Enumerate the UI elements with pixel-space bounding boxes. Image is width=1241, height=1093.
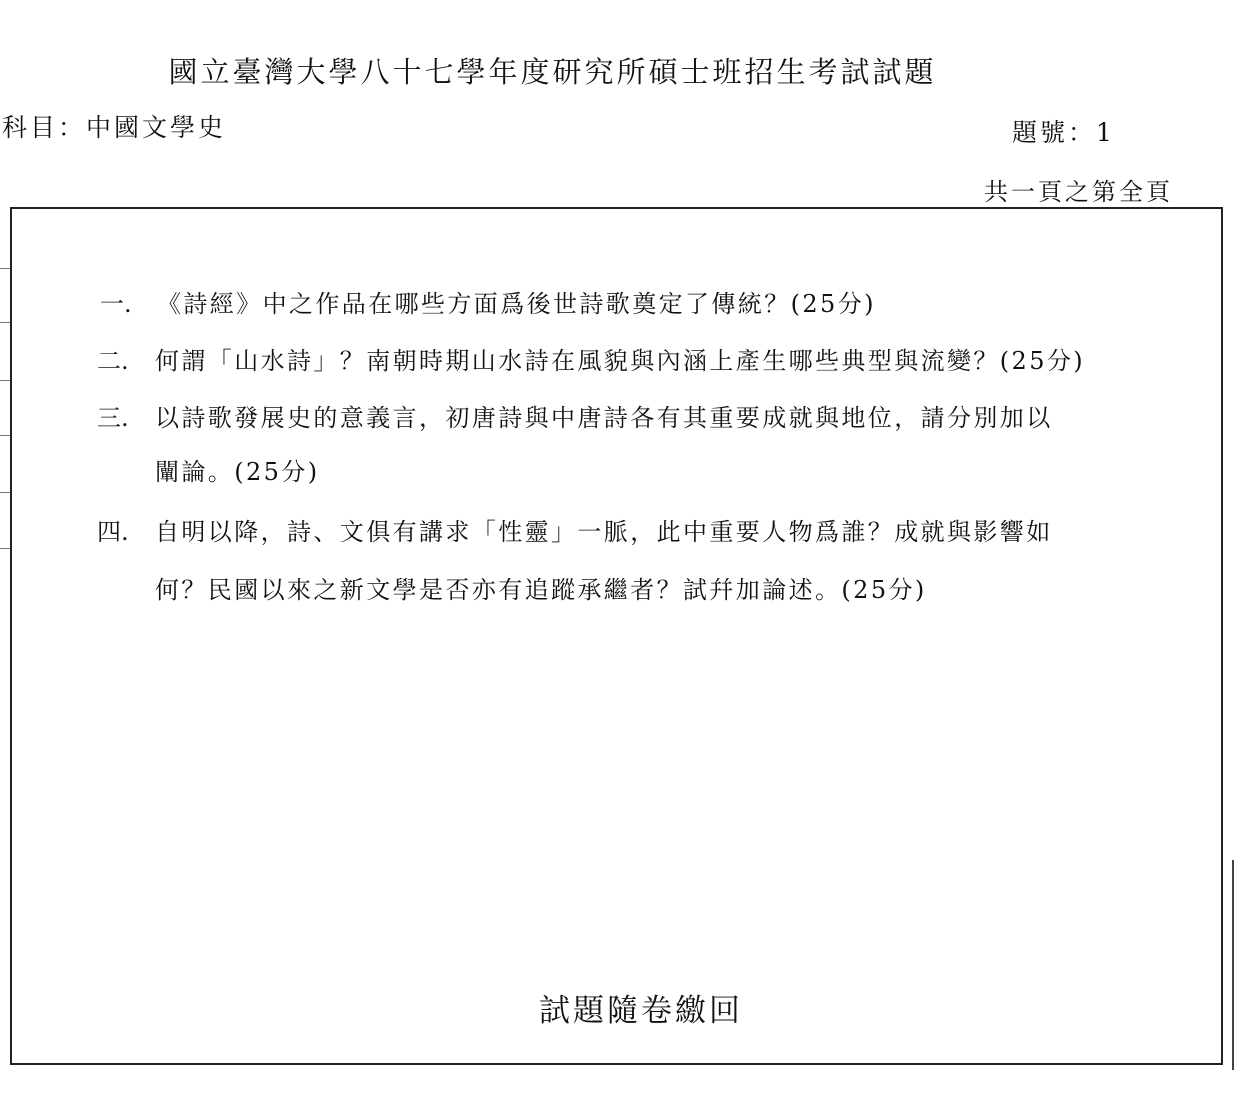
question-4-number: 四. <box>97 518 129 546</box>
left-edge-tick <box>0 268 10 269</box>
question-3-line-2: 闡論。(25分) <box>155 458 320 486</box>
left-edge-tick <box>0 435 10 436</box>
right-edge-line <box>1232 860 1234 1070</box>
question-4-line-1: 自明以降，詩、文俱有講求「性靈」一脈，此中重要人物爲誰？成就與影響如 <box>155 518 1053 546</box>
left-edge-tick <box>0 322 10 323</box>
question-4-line-2: 何？民國以來之新文學是否亦有追蹤承繼者？試幷加論述。(25分) <box>155 576 927 604</box>
question-1-number: 一. <box>100 290 132 318</box>
subject-label: 科目：中國文學史 <box>2 113 227 142</box>
question-3-line-1: 以詩歌發展史的意義言，初唐詩與中唐詩各有其重要成就與地位，請分別加以 <box>155 404 1053 432</box>
question-2-line-1: 何謂「山水詩」？南朝時期山水詩在風貌與內涵上產生哪些典型與流變？(25分) <box>155 347 1086 375</box>
left-edge-tick <box>0 380 10 381</box>
question-2-number: 二. <box>97 347 129 375</box>
question-1-line-1: 《詩經》中之作品在哪些方面爲後世詩歌奠定了傳統？(25分) <box>157 290 876 318</box>
return-note: 試題隨卷繳回 <box>539 993 743 1029</box>
question-number-label: 題號：1 <box>1012 118 1115 147</box>
question-3-number: 三. <box>97 404 129 432</box>
page-info-label: 共一頁之第全頁 <box>984 178 1173 206</box>
left-edge-tick <box>0 548 10 549</box>
exam-title: 國立臺灣大學八十七學年度研究所碩士班招生考試試題 <box>168 55 937 89</box>
question-frame <box>10 207 1223 1065</box>
left-edge-tick <box>0 492 10 493</box>
